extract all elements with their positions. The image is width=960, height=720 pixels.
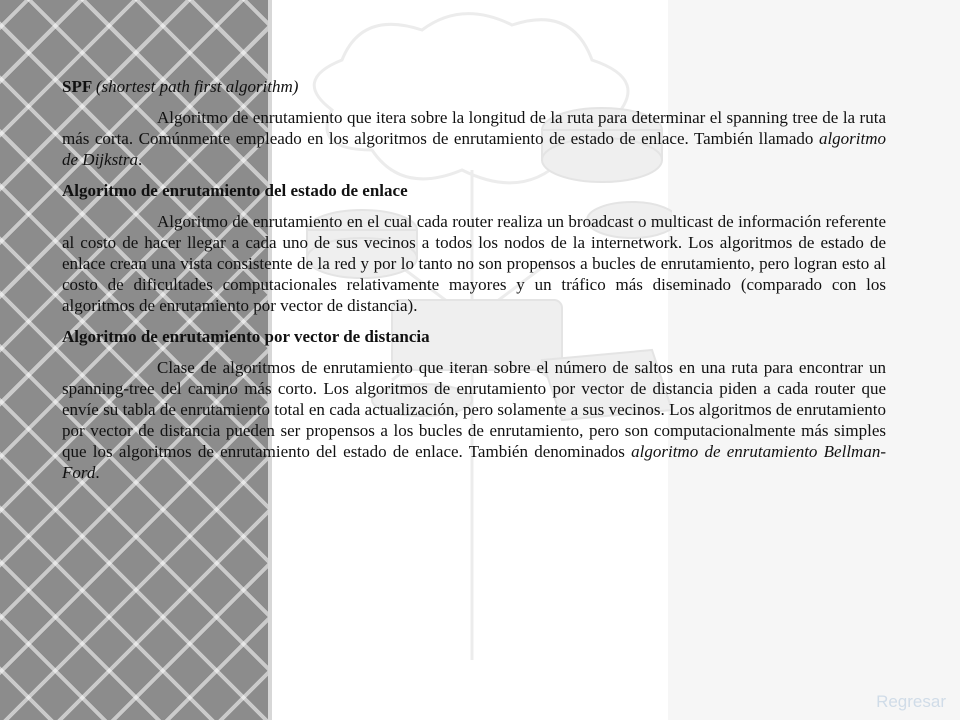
section-spf-body-end: . xyxy=(138,150,143,169)
section-spf-title: SPF xyxy=(62,77,92,96)
section-spf-subtitle: (shortest path first algorithm) xyxy=(95,77,299,96)
section-spf-heading xyxy=(62,76,886,97)
section-distance-vector-heading: Algoritmo de enrutamiento por vector de distancia xyxy=(62,327,430,346)
section-link-state-body: Algoritmo de enrutamiento en el cual cada router realiza un broadcast o multicast de información referente al costo de hacer llegar a cada uno de sus vecinos a todos los nodos de la internetwork. Los algoritmos de estado de enlace crean una vista consistente de la red y por lo tanto no son propensos a bucles de enrutamiento, pero logran esto al costo de dificultades computacionales relativamente mayores y un tráfico más diseminado (comparado con los algoritmos de enrutamiento por vector de distancia). xyxy=(62,212,886,315)
section-link-state-heading: Algoritmo de enrutamiento del estado de enlace xyxy=(62,181,408,200)
section-spf-body-text: Algoritmo de enrutamiento que itera sobre la longitud de la ruta para determinar el spanning tree de la ruta más corta. Comúnmente empleado en los algoritmos de enrutamiento de estado de enlace. También llamado xyxy=(62,108,886,148)
section-distance-vector-term: algoritmo de enrutamiento Bellman-Ford xyxy=(62,442,886,482)
section-distance-vector-body-end: . xyxy=(95,463,100,482)
section-distance-vector-body-text: Clase de algoritmos de enrutamiento que iteran sobre el número de saltos en una ruta para encontrar un spanning-tree del camino más corto. Los algoritmos de enrutamiento por vector de distancia piden a cada router que envíe su tabla de enrutamiento total en cada actualización, pero solamente a sus vecinos. Los algoritmos de enrutamiento por vector de distancia pueden ser propensos a los bucles de enrutamiento, pero son computacionalmente más simples que los algoritmos de enrutamiento del estado de enlace. También denominados xyxy=(62,358,886,461)
back-link[interactable]: Regresar xyxy=(876,692,946,711)
document-content xyxy=(62,76,886,493)
section-distance-vector-body xyxy=(62,357,886,483)
section-spf-body xyxy=(62,107,886,170)
section-spf-term: algoritmo de Dijkstra xyxy=(62,129,886,169)
